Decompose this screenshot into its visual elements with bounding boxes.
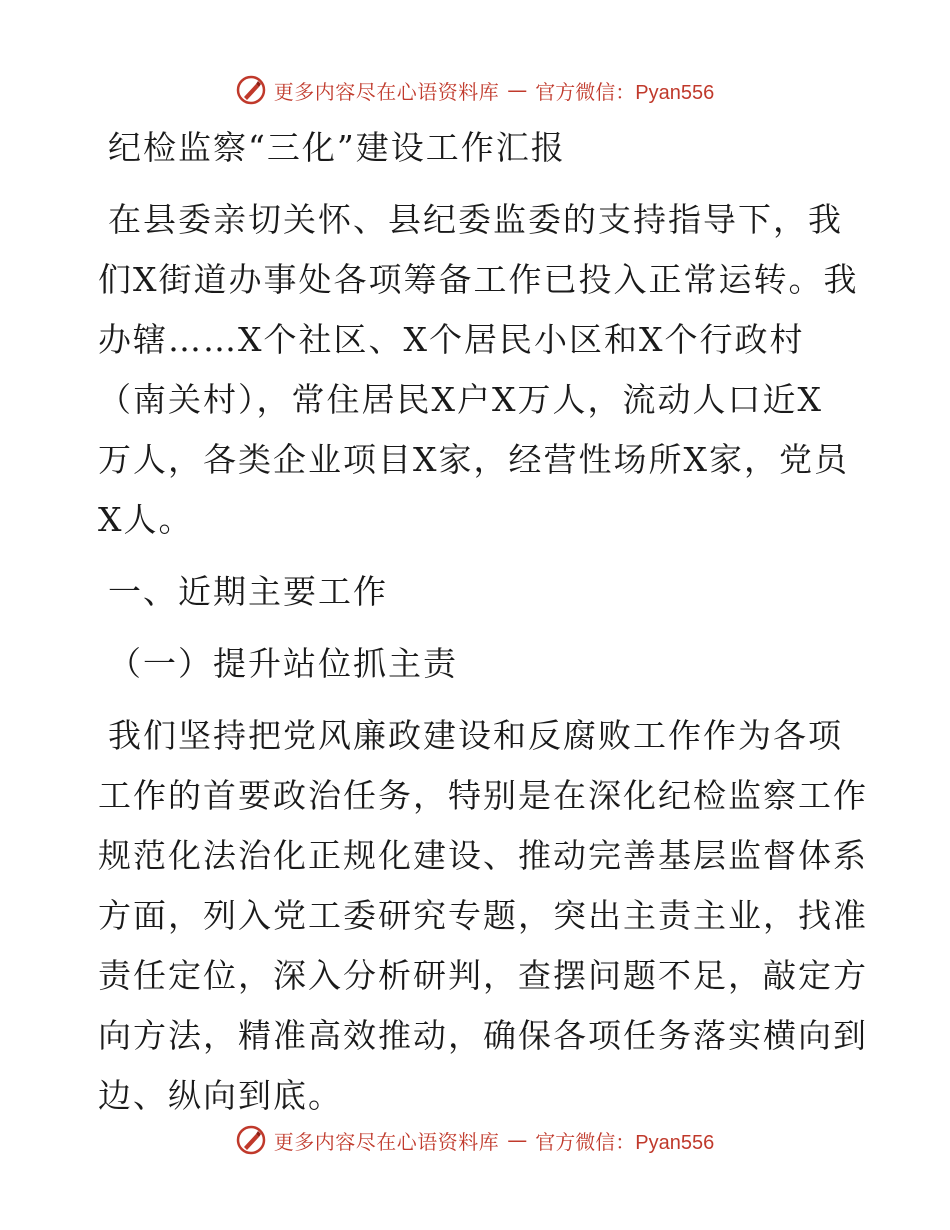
intro-line: 办辖……X个社区、X个居民小区和X个行政村 [98,320,805,359]
pen-seal-icon [236,75,266,105]
body-line: 我们坚持把党风廉政建设和反腐败工作作为各项 [108,716,843,755]
header-watermark [0,70,950,110]
body-line: 责任定位，深入分析研判，查摆问题不足，敲定方 [98,956,868,995]
section-heading: 一、近期主要工作 [108,572,388,611]
intro-line: 万人，各类企业项目X家，经营性场所X家，党员 [98,440,849,479]
document-body [98,118,868,1126]
watermark-separator: — [507,78,528,102]
body-line: 工作的首要政治任务，特别是在深化纪检监察工作 [98,776,868,815]
intro-line: X人。 [98,500,194,539]
watermark-text: 更多内容尽在心语资料库 [273,1129,500,1154]
intro-line: 在县委亲切关怀、县纪委监委的支持指导下，我 [108,200,843,239]
watermark-contact: 官方微信：Pyan556 [535,1131,715,1154]
watermark-contact: 官方微信：Pyan556 [535,81,715,104]
body-line: 边、纵向到底。 [98,1076,343,1115]
pen-seal-icon [236,1125,266,1155]
intro-line: 们X街道办事处各项筹备工作已投入正常运转。我 [98,260,859,299]
watermark-text: 更多内容尽在心语资料库 [273,79,500,104]
watermark-separator: — [507,1128,528,1152]
body-line: 向方法，精准高效推动，确保各项任务落实横向到 [98,1016,868,1055]
body-line: 方面，列入党工委研究专题，突出主责主业，找准 [98,896,868,935]
subsection-heading: （一）提升站位抓主责 [108,644,458,683]
body-line: 规范化法治化正规化建设、推动完善基层监督体系 [98,836,868,875]
intro-line: （南关村），常住居民X户X万人，流动人口近X [98,380,823,419]
footer-watermark [0,1120,950,1160]
document-title: 纪检监察“三化”建设工作汇报 [108,128,566,167]
